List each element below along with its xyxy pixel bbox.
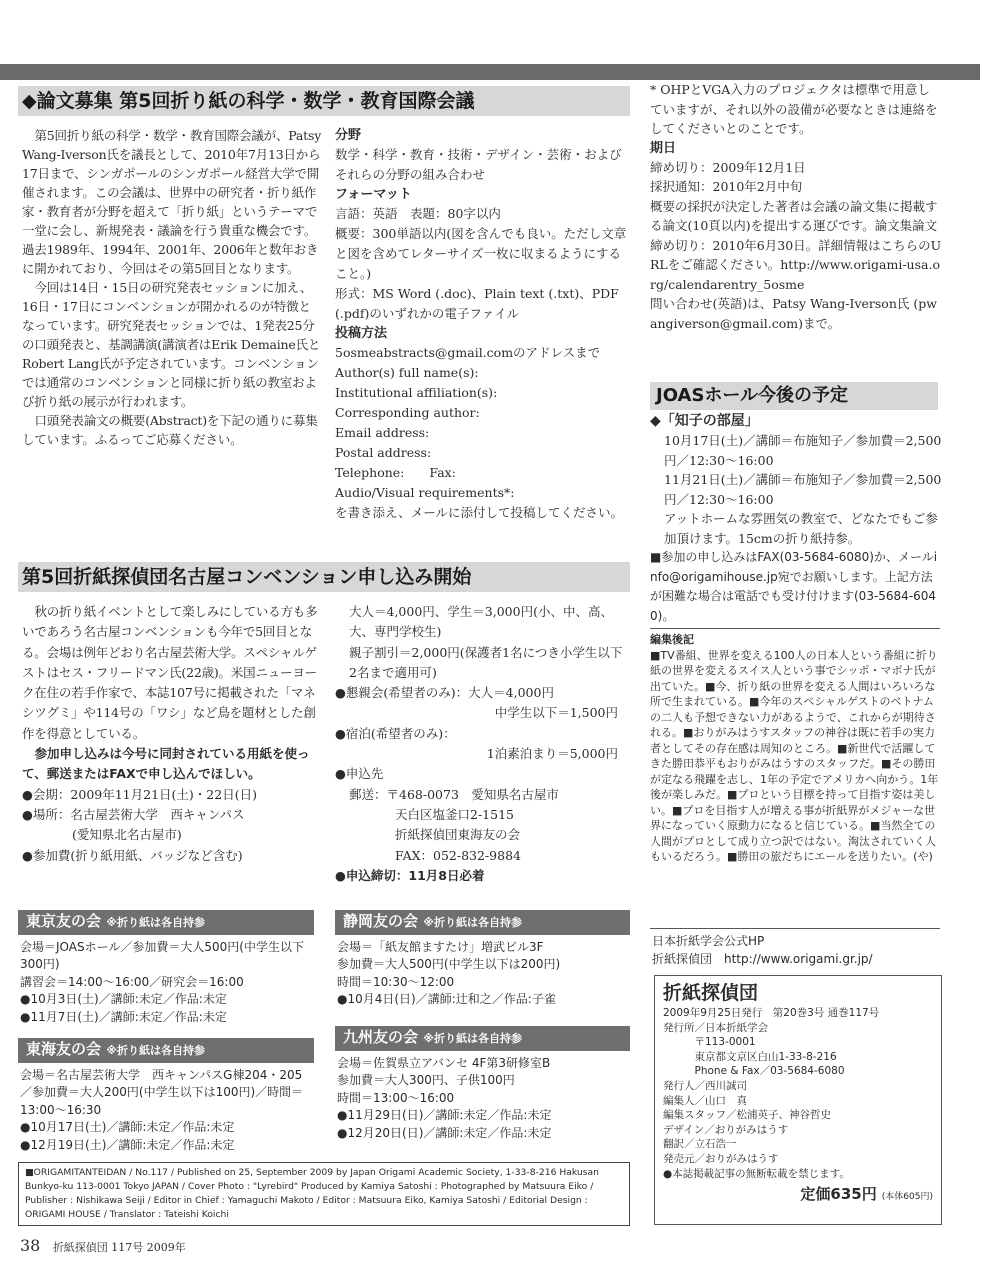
nagoya-intro: 秋の折り紙イベントとして楽しみにしている方も多いであろう名古屋コンベンションも今年で5回目となる。会場は例年どおり名古屋芸術大学。スペシャルゲストはセス・フリードマン氏(22歳)。米国ニューヨーク在住の若手作家で、本誌107号に掲載された「マネシツグミ」や114号の「ワシ」など鳥を題材とした創作を得意としている。 (22, 604, 318, 741)
mid-head-submit: 投稿方法 (335, 326, 388, 341)
mid-field-corresponding: Corresponding author: (335, 405, 480, 420)
colophon-title: 折紙探偵団 (663, 982, 759, 1004)
colophon-address: 東京都文京区白山1-33-8-216 (694, 1050, 837, 1063)
mid-text-attach: を書き添え、メールに添付して投稿してください。 (335, 505, 624, 520)
mid-text-field: 数学・科学・教育・技術・デザイン・芸術・およびそれらの分野の組み合わせ (335, 147, 622, 182)
joas-desc: アットホームな雰囲気の教室で、どなたでもご参加頂けます。15cmの折り紙持参。 (664, 511, 938, 546)
ronbun-para-1: 第5回折り紙の科学・数学・教育国際会議が、Patsy Wang-Iverson氏を議長として、2010年7月13日から17日まで、シンガポールのシンガポール経営大学で開催されます。この会議は、世界中の研究者・折り紙作家・教育者が分野を超えて「折り紙」というテーマで一堂に会し、新規発表・議論を行う貴重な機会です。過去1989年、1994年、2001年、2006年と数年おきに開かれており、今回はその第5回目となります。 (22, 128, 322, 276)
colophon-phone: Phone & Fax／03-5684-6080 (694, 1065, 845, 1078)
colophon-postcode: 〒113-0001 (694, 1036, 756, 1049)
shizuoka-date-1: ●10月4日(日)／講師:辻和之／作品:子雀 (337, 992, 556, 1006)
nagoya-stay: ●宿泊(希望者のみ)： (335, 725, 456, 741)
tokyo-header (18, 910, 314, 935)
nagoya-party-child: 中学生以下＝1,500円 (494, 705, 618, 721)
kyushu-note: ※折り紙は各自持参 (423, 1032, 522, 1045)
mid-head-field: 分野 (335, 128, 362, 143)
mid-field-telephone: Telephone: Fax: (335, 465, 456, 480)
shizuoka-note: ※折り紙は各自持参 (423, 916, 522, 929)
colophon-issuer: 発行人／西川誠司 (663, 1079, 747, 1092)
nagoya-venue-sub: (愛知県北名古屋市) (72, 827, 182, 843)
mid-field-av: Audio/Visual requirements*: (335, 485, 515, 500)
hp-line-1: 日本折紙学会公式HP (652, 934, 765, 948)
mid-text-lang: 言語：英語 表題：80字以内 (335, 206, 501, 221)
page-number: 38 (20, 1236, 41, 1255)
colophon-lines (663, 1006, 933, 1181)
colophon-publisher: 発行所／日本折紙学会 (663, 1021, 768, 1034)
mid-text-email: 5osmeabstracts@gmail.comのアドレスまで (335, 345, 601, 360)
nagoya-apply: 参加申し込みは今号に同封されている用紙を使って、郵送またはFAXで申し込んでほしい。 (22, 746, 310, 782)
colophon-price: 定価635円 (800, 1185, 877, 1204)
nagoya-deadline: ●申込締切：11月8日必着 (335, 867, 485, 883)
hp-line-2: 折紙探偵団 http://www.origami.gr.jp/ (652, 952, 873, 966)
kyushu-header (335, 1026, 630, 1051)
hp-divider (650, 928, 940, 929)
nagoya-title: 第5回折紙探偵団名古屋コンベンション申し込み開始 (18, 562, 630, 592)
shizuoka-time: 時間＝10:30〜12:00 (337, 974, 455, 989)
tokai-section (18, 1038, 314, 1154)
nagoya-fee-family: 親子割引＝2,000円(保護者1名につき小学生以下2名まで適用可) (349, 644, 623, 680)
mid-text-abstract: 概要：300単語以内(図を含んでも良い。ただし文章と図を含めてレターサイズ一枚に収まるようにすること。) (335, 226, 627, 281)
tokai-title: 東海友の会 (26, 1040, 102, 1058)
joas-section (650, 412, 942, 626)
tokyo-time: 講習会＝14:00〜16:00／研究会＝16:00 (20, 974, 244, 989)
nagoya-fee-adult: 大人＝4,000円、学生＝3,000円(小、中、高、大、専門学校生) (349, 604, 613, 640)
shizuoka-venue: 会場＝「紙友館ますたけ」増武ビル3F (337, 939, 544, 954)
henshu-title: 編集後記 (650, 633, 694, 646)
tokyo-date-1: ●10月3日(土)／講師:未定／作品:未定 (20, 992, 227, 1006)
nagoya-stay-price: 1泊素泊まり＝5,000円 (486, 746, 618, 762)
page-footer (20, 1236, 420, 1258)
tokai-date-1: ●10月17日(土)／講師:未定／作品:未定 (20, 1120, 235, 1134)
nagoya-fax: FAX：052-832-9884 (395, 847, 521, 863)
nagoya-org: 折紙探偵団東海友の会 (395, 827, 521, 843)
mid-text-fileformat: 形式：MS Word (.doc)、Plain text (.txt)、PDF (.pdf)のいずれかの電子ファイル (335, 286, 619, 321)
kyushu-date-1: ●11月29日(日)／講師:未定／作品:未定 (337, 1108, 552, 1122)
nagoya-party: ●懇親会(希望者のみ)：大人＝4,000円 (335, 685, 554, 701)
tokyo-note: ※折り紙は各自持参 (106, 916, 205, 929)
joas-session-2: 11月21日(土)／講師＝布施知子／参加費＝2,500円／12:30〜16:00 (664, 472, 942, 507)
henshu-text: ■TV番組、世界を変える100人の日本人という番組に折り紙の世界を変えるスイス人という事でシッポ・マボナ氏が出ていた。■今、折り紙の世界を変える人間はいろいろな所で生まれている。■今年のスペシャルゲストのベトナムの二人も予想できない力があるようで、これからが期待される。■おりがみはうすスタッフの神谷は既に若手の実力者としてその存在感は周知のところ。■新世代で活躍してきた勝田恭平もおりがみはうすのスタッフだ。■その勝田が定なる飛躍を志し、1年の予定でアメリカへ向かう。1年後が楽しみだ。■プロという目標を持って目指す姿は美しい。■プロを目指す人が増える事が折紙界がメジャーな世界になっていく原動力になると信じている。■当然全ての人間がプロとして成り立つ訳ではない。淘汰されていく人もいるだろう。■勝田の旅だちにエールを送りたい。(や) (650, 648, 939, 863)
colophon-copyright: ●本誌掲載記事の無断転載を禁じます。 (663, 1167, 850, 1180)
shizuoka-section (335, 910, 630, 1009)
ronbun-left-column (22, 126, 322, 449)
right-equipment-note: * OHPとVGA入力のプロジェクタは標準で用意していますが、それ以外の設備が必要なときは連絡をしてくださいとのことです。 (650, 82, 938, 136)
right-head-dates: 期日 (650, 140, 677, 156)
footer-credits-text: ■ORIGAMITANTEIDAN / No.117 / Published on 25, September 2009 by Japan Origami Academic Society, 1-33-8-216 Hakusan Bunkyo-ku 113-0001 Tokyo JAPAN / Cover Photo : "Lyrebird" Produced by Kamiya Satoshi : Photographed by Matsuura Eiko / Publisher : Nishikawa Seiji / Editor in Chief : Yamaguchi Makoto / Editor : Matsuura Eiko, Kamiya Satoshi / Editorial Design : ORIGAMI HOUSE / Translator : Tateishi Koichi (25, 1167, 599, 1220)
ronbun-right-column (650, 80, 942, 333)
mid-field-affiliation: Institutional affiliation(s): (335, 385, 498, 400)
tokai-header (18, 1038, 314, 1063)
footer-credits (18, 1162, 630, 1226)
kyushu-date-2: ●12月20日(日)／講師:未定／作品:未定 (337, 1125, 552, 1140)
tokai-note: ※折り紙は各自持参 (106, 1044, 205, 1057)
nagoya-left (22, 602, 318, 866)
joas-note: ■参加の申し込みはFAX(03-5684-6080)か、メールinfo@origamihouse.jp宛でお願いします。上記方法が困難な場合は電話でも受け付けます(03-5684-6040)。 (650, 550, 938, 623)
nagoya-mail: 郵送：〒468-0073 愛知県名古屋市 (349, 786, 559, 802)
tokai-date-2: ●12月19日(土)／講師:未定／作品:未定 (20, 1137, 235, 1152)
nagoya-right (335, 602, 630, 886)
tokyo-venue: 会場＝JOASホール／参加費＝大人500円(中学生以下300円) (20, 939, 304, 971)
nagoya-fee-head: ●参加費(折り紙用紙、バッジなど含む) (22, 847, 243, 863)
right-notification: 採択通知：2010年2月中旬 (650, 179, 803, 194)
colophon-distributor: 発売元／おりがみはうす (663, 1152, 779, 1165)
colophon-price-row (663, 1183, 933, 1204)
kyushu-time: 時間＝13:00〜16:00 (337, 1090, 455, 1105)
shizuoka-header (335, 910, 630, 935)
ronbun-para-3: 口頭発表論文の概要(Abstract)を下記の通りに募集しています。ふるってご応募ください。 (22, 413, 318, 447)
top-bar (0, 64, 980, 80)
joas-subtitle: ◆「知子の部屋」 (650, 413, 759, 429)
right-deadline: 締め切り：2009年12月1日 (650, 159, 806, 175)
colophon-editor: 編集人／山口 真 (663, 1094, 747, 1107)
right-proceedings: 概要の採択が決定した著者は会議の論文集に掲載する論文(10頁以内)を提出する運びです。論文集論文締め切り：2010年6月30日。詳細情報はこちらのURLをご確認ください。http://www.origami-usa.org/calendarentry_5osme (650, 198, 942, 292)
tokai-venue: 会場＝名古屋芸術大学 西キャンパスG棟204・205／参加費＝大人200円(中学生以下は100円)／時間＝13:00〜16:30 (20, 1067, 304, 1117)
nagoya-address: 天白区塩釜口2-1515 (395, 806, 514, 822)
kyushu-title: 九州友の会 (343, 1028, 419, 1046)
mid-field-author: Author(s) full name(s): (335, 365, 479, 380)
nagoya-venue: ●場所：名古屋芸術大学 西キャンパス (22, 806, 245, 822)
right-inquiry: 問い合わせ(英語)は、Patsy Wang-Iverson氏 (pwangiverson@gmail.com)まで。 (650, 296, 937, 331)
kyushu-venue: 会場＝佐賀県立アバンセ 4F第3研修室B (337, 1055, 551, 1070)
page-label: 折紙探偵団 117号 2009年 (52, 1241, 186, 1254)
kyushu-fee: 参加費＝大人300円、子供100円 (337, 1073, 515, 1087)
henshu-section (650, 632, 942, 865)
nagoya-dates: ●会期：2009年11月21日(土)・22日(日) (22, 786, 257, 802)
kyushu-section (335, 1026, 630, 1142)
shizuoka-fee: 参加費＝大人500円(中学生以下は200円) (337, 957, 561, 971)
joas-divider (650, 628, 940, 629)
nagoya-contact-head: ●申込先 (335, 766, 384, 782)
ronbun-title: ◆論文募集 第5回折り紙の科学・数学・教育国際会議 (18, 86, 630, 116)
hp-section (652, 932, 944, 968)
colophon-design: デザイン／おりがみはうす (663, 1123, 789, 1136)
shizuoka-title: 静岡友の会 (343, 912, 419, 930)
ronbun-para-2: 今回は14日・15日の研究発表セッションに加え、16日・17日にコンベンションが開かれるのが特徴となっています。研究発表セッションでは、1発表25分の口頭発表と、基調講演(講演者はErik Demaine氏とRobert Lang氏が予定されています。コンベンションでは通常のコンベンションと同様に折り紙の教室および折り紙の展示が行われます。 (22, 280, 321, 409)
colophon-issue: 2009年9月25日発行 第20巻3号 通巻117号 (663, 1007, 880, 1019)
tokyo-title: 東京友の会 (26, 912, 102, 930)
joas-session-1: 10月17日(土)／講師＝布施知子／参加費＝2,500円／12:30〜16:00 (664, 433, 942, 468)
colophon-staff: 編集スタッフ／松浦英子、神谷哲史 (663, 1109, 831, 1122)
joas-title: JOASホール今後の予定 (650, 382, 938, 410)
tokyo-date-2: ●11月7日(土)／講師:未定／作品:未定 (20, 1009, 227, 1024)
mid-field-postal: Postal address: (335, 445, 432, 460)
ronbun-mid-column (335, 126, 630, 523)
colophon-translator: 翻訳／立石浩一 (663, 1138, 737, 1151)
colophon-price-note: (本体605円) (881, 1192, 933, 1203)
colophon-box (654, 975, 942, 1225)
mid-field-email: Email address: (335, 425, 430, 440)
tokyo-section (18, 910, 314, 1026)
mid-head-format: フォーマット (335, 187, 412, 202)
